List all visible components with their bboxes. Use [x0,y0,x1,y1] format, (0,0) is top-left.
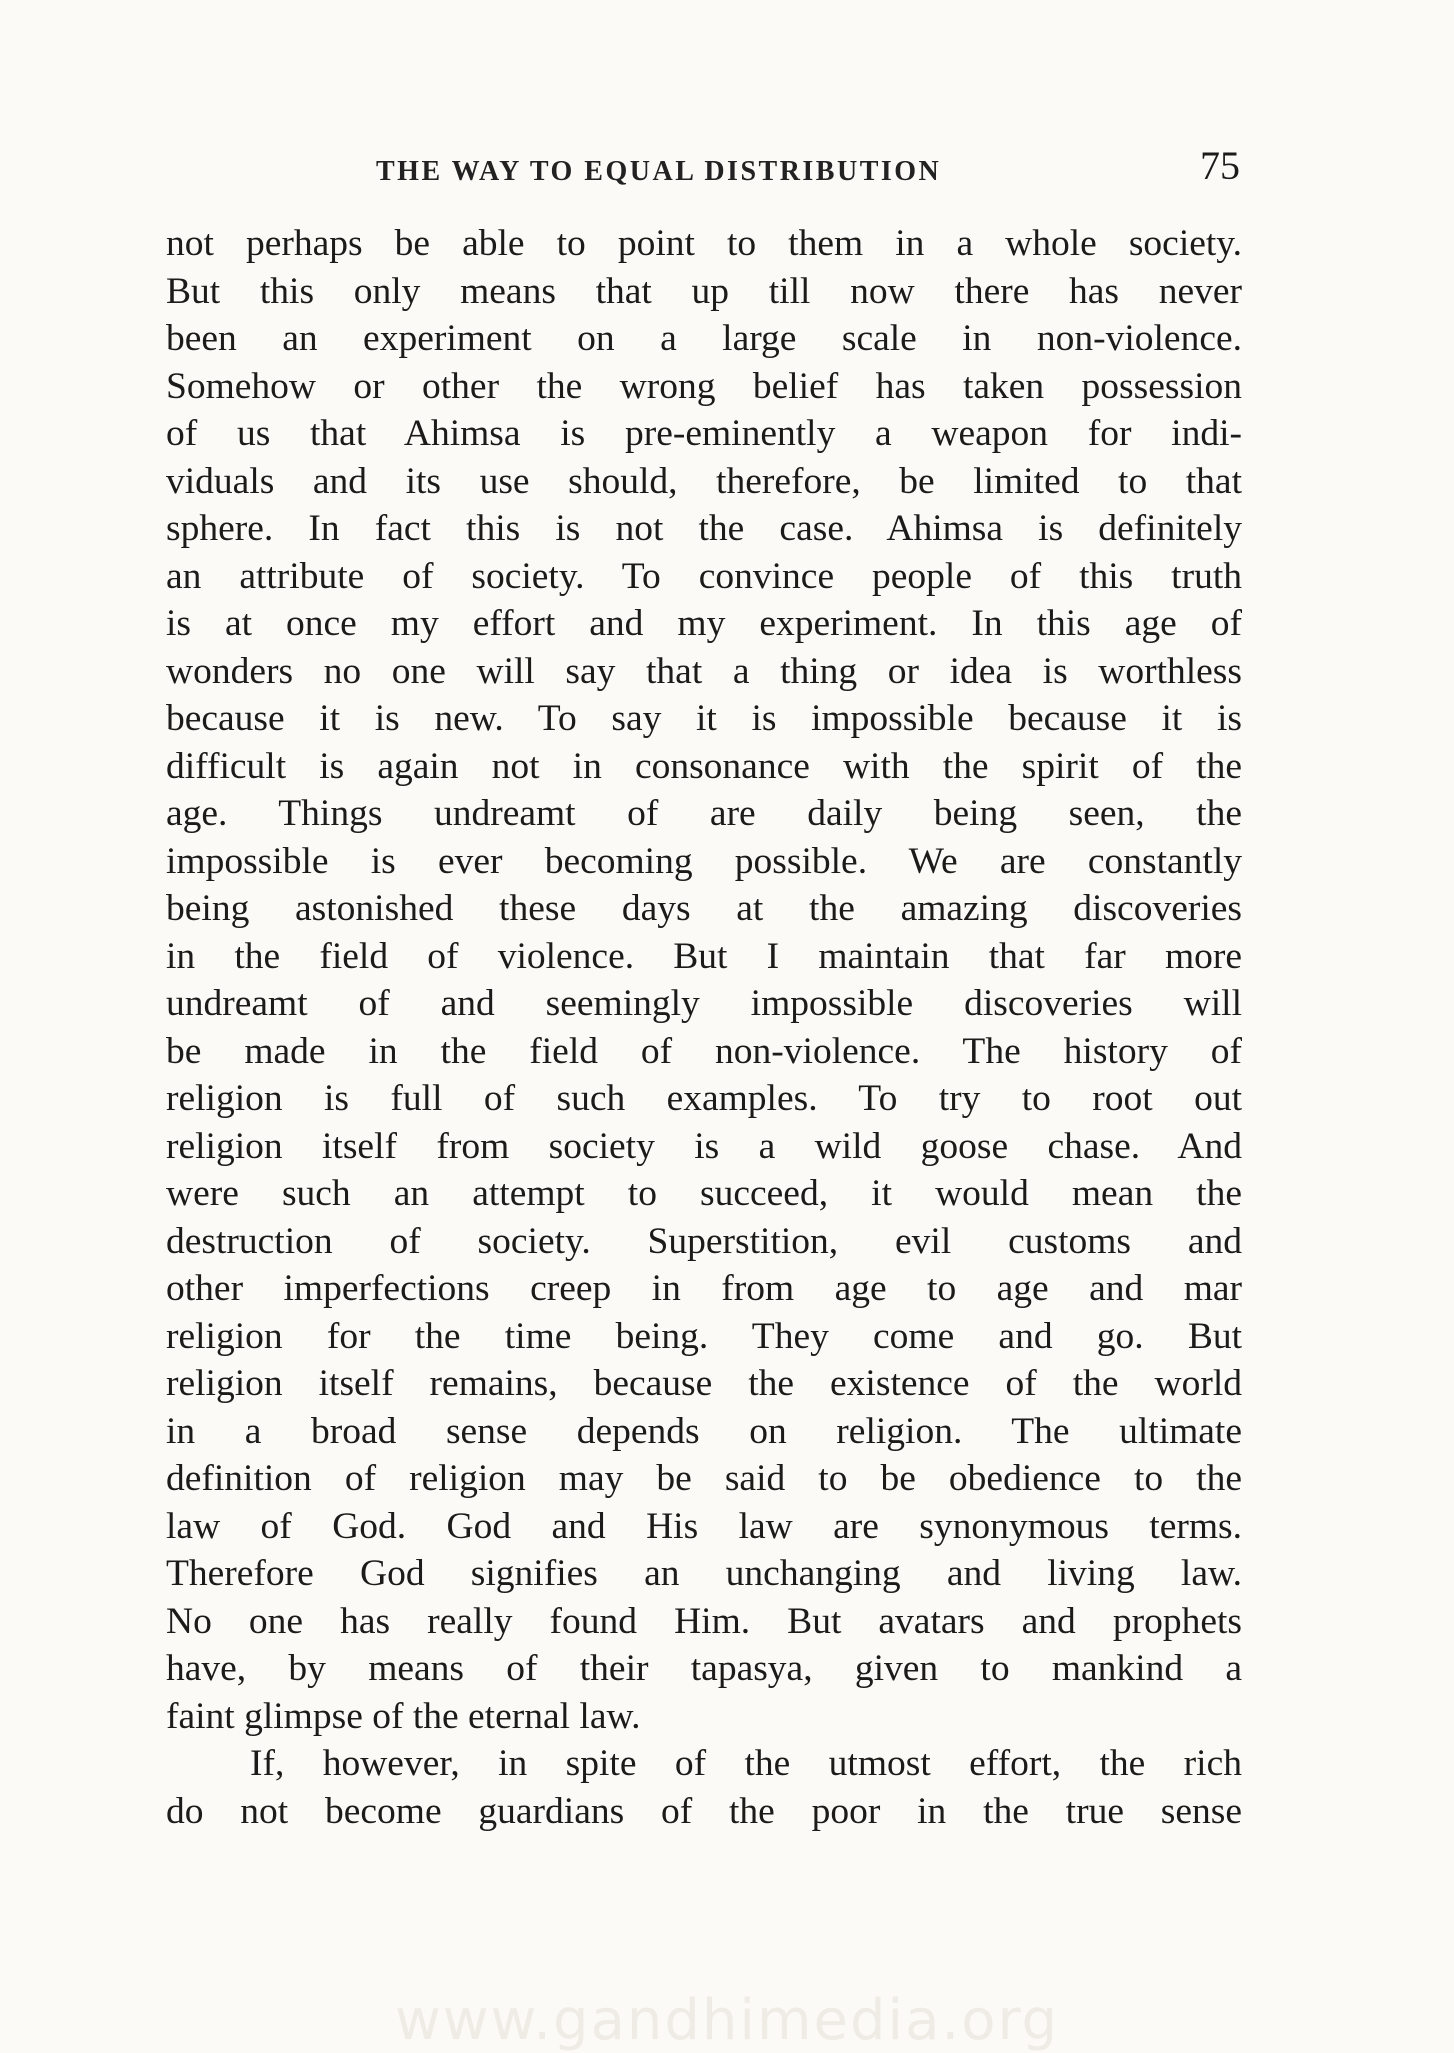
text-line: do not become guardians of the poor in the true sense [166,1790,1242,1832]
text-line: age. Things undreamt of are daily being seen, the [166,793,1242,834]
text-line: is at once my effort and my experiment. In this age of [166,603,1242,644]
text-line: difficult is again not in consonance with the spirit of the [166,745,1242,787]
text-line: of us that Ahimsa is pre-eminently a weapon for indi- [166,413,1242,454]
text-line: an attribute of society. To convince people of this truth [166,555,1242,597]
text-line: undreamt of and seemingly impossible discoveries will [166,983,1242,1024]
text-line: in the field of violence. But I maintain that far more [166,935,1242,977]
watermark: www.gandhimedia.org [394,1988,1060,2053]
text-line: definition of religion may be said to be obedience to the [166,1458,1242,1499]
text-line: No one has really found Him. But avatars and prophets [166,1600,1242,1642]
text-line: Therefore God signifies an unchanging and living law. [166,1553,1242,1594]
body-text [166,220,1242,1835]
text-line: have, by means of their tapasya, given to mankind a [166,1648,1242,1689]
text-line: been an experiment on a large scale in non-violence. [166,318,1242,359]
text-line: other imperfections creep in from age to age and mar [166,1268,1242,1309]
page-number: 75 [1200,143,1240,188]
text-line: be made in the field of non-violence. The history of [166,1030,1242,1072]
text-line: sphere. In fact this is not the case. Ahimsa is definitely [166,508,1242,549]
text-line: destruction of society. Superstition, evil customs and [166,1220,1242,1262]
text-line: religion for the time being. They come and go. But [166,1315,1242,1357]
text-line: religion is full of such examples. To try to root out [166,1078,1242,1119]
text-line: religion itself from society is a wild goose chase. And [166,1125,1242,1167]
text-line: because it is new. To say it is impossible because it is [166,698,1242,739]
text-line: viduals and its use should, therefore, be limited to that [166,460,1242,502]
text-line: If, however, in spite of the utmost effort, the rich [250,1743,1242,1784]
text-line: wonders no one will say that a thing or idea is worthless [166,650,1242,692]
text-line: impossible is ever becoming possible. We are constantly [166,840,1242,882]
page-header [166,142,1240,192]
text-line: Somehow or other the wrong belief has taken possession [166,365,1242,407]
text-line: religion itself remains, because the existence of the world [166,1363,1242,1404]
text-line: law of God. God and His law are synonymous terms. [166,1505,1242,1547]
text-line: being astonished these days at the amazing discoveries [166,888,1242,929]
text-line: in a broad sense depends on religion. The ultimate [166,1410,1242,1452]
text-line: faint glimpse of the eternal law. [166,1695,641,1737]
running-head: THE WAY TO EQUAL DISTRIBUTION [376,156,942,187]
text-line: were such an attempt to succeed, it would mean the [166,1173,1242,1214]
text-line: not perhaps be able to point to them in a whole society. [166,223,1242,264]
text-line: But this only means that up till now there has never [166,270,1242,312]
